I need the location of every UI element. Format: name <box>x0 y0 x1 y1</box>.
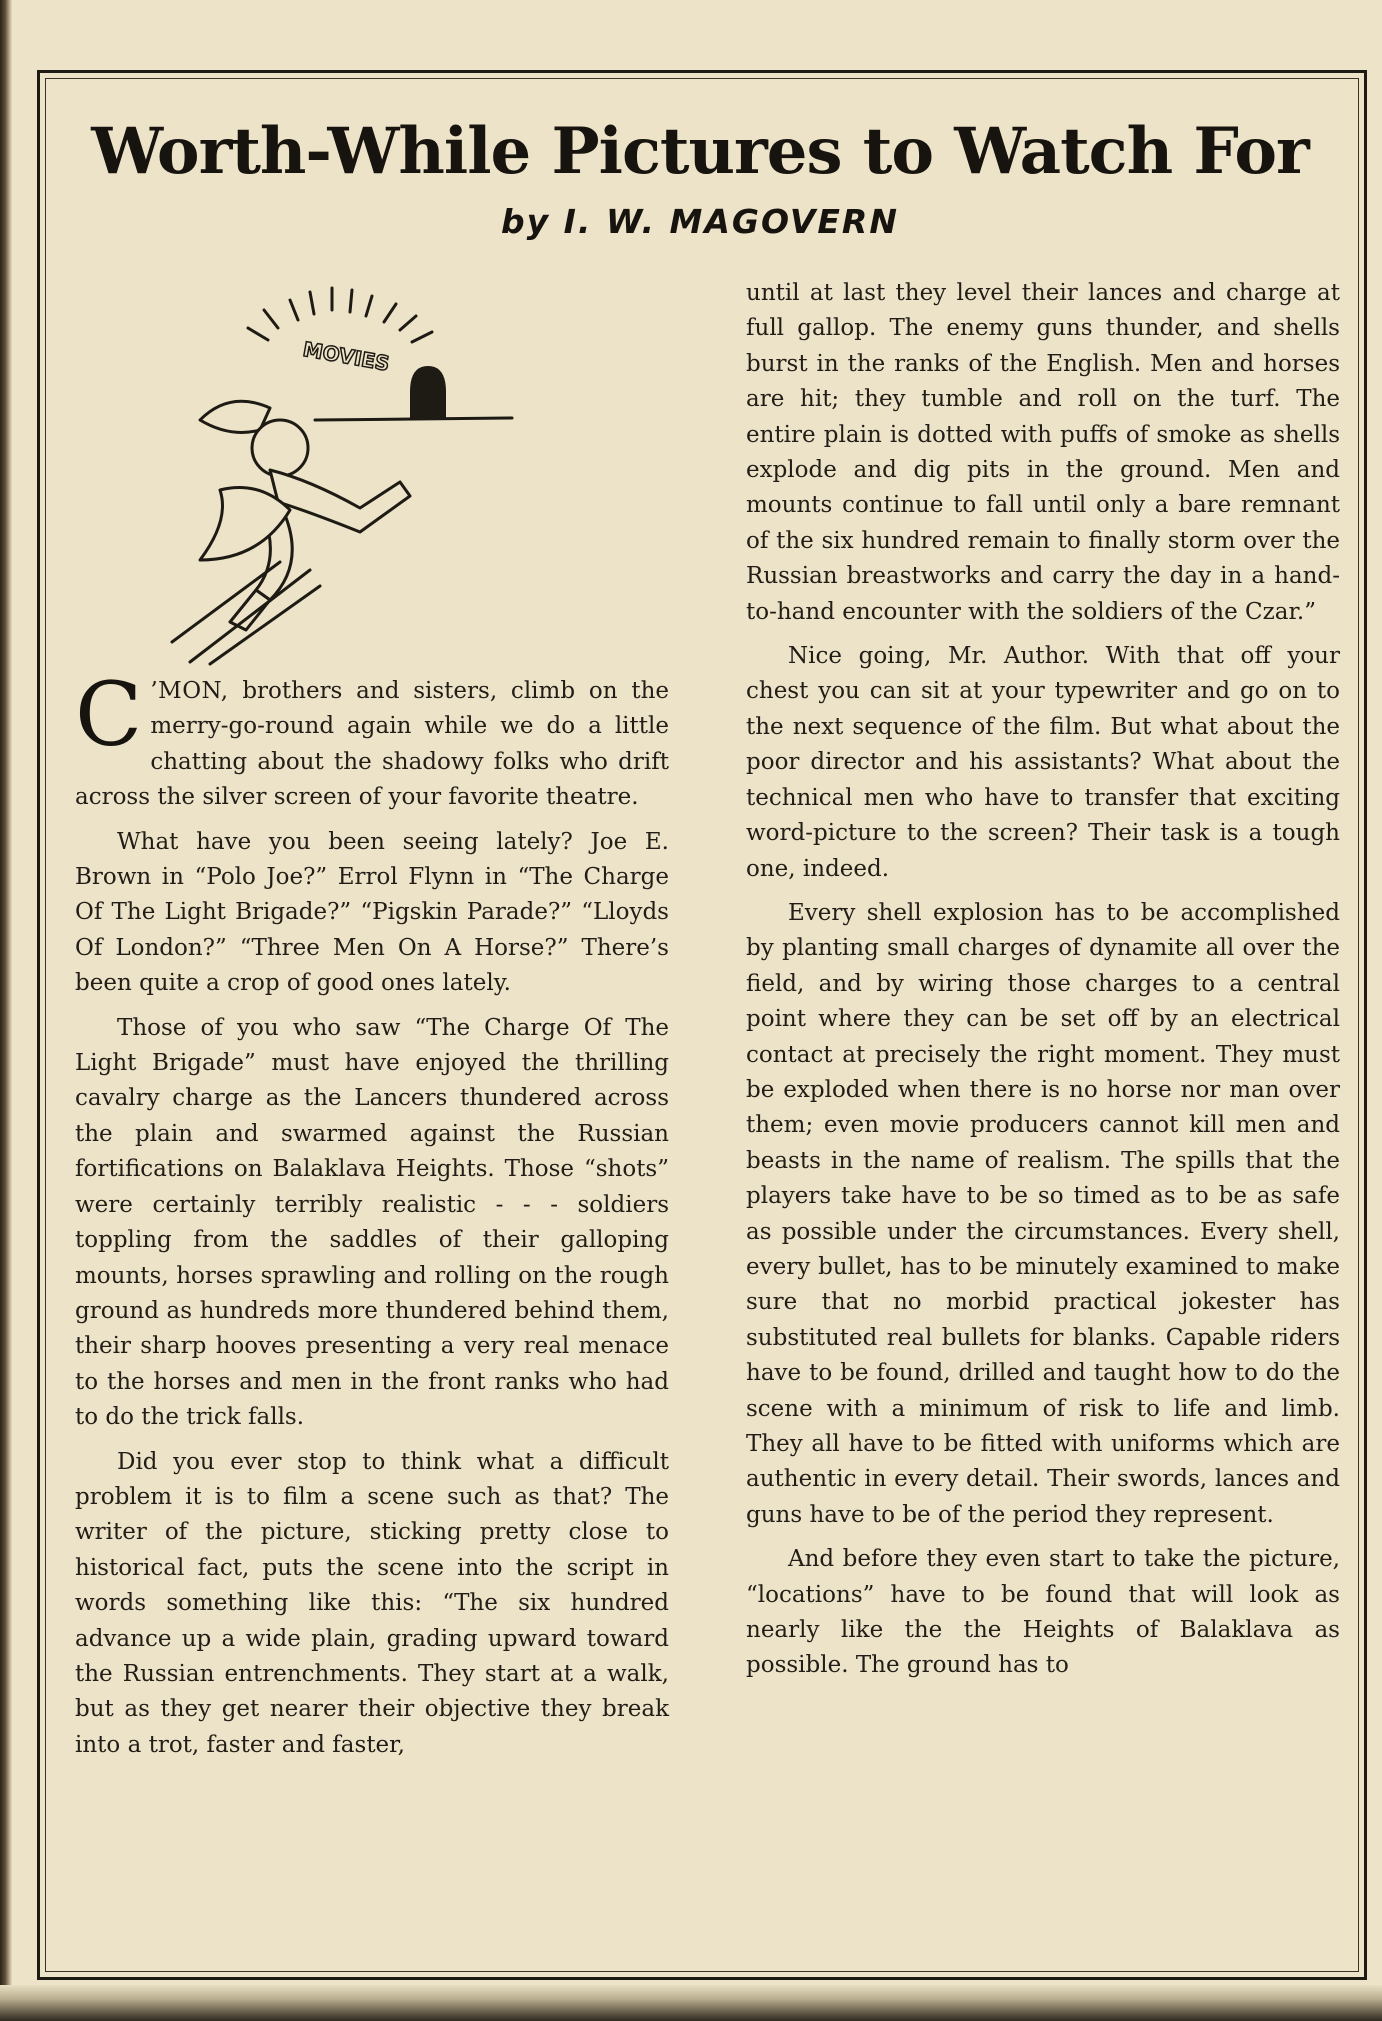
article-column-left <box>75 663 669 1772</box>
left-paragraph-1-text: brothers and sisters, climb on the merry-go-round again while we do a little chatting about the shadowy folks who drift across the silver screen of your favorite theatre. <box>75 678 669 811</box>
page-left-edge <box>0 0 12 2021</box>
right-paragraph-4: And before they even start to take the picture, “locations” have to be found that will look as nearly like the the Heights of Balaklava as possible. The ground has to <box>746 1546 1340 1679</box>
page-bottom-edge <box>0 1985 1382 2021</box>
left-paragraph-4: Did you ever stop to think what a difficult problem it is to film a scene such as that? The writer of the picture, sticking pretty close to historical fact, puts the scene into the script in words something like this: “The six hundred advance up a wide plain, grading upward toward the Russian entrenchments. They start at a walk, but as they get nearer their objective they break into a trot, faster and faster, <box>75 1448 669 1758</box>
drop-cap: C <box>75 663 143 766</box>
left-paragraph-1 <box>75 663 669 816</box>
right-paragraph-3: Every shell explosion has to be accomplished by planting small charges of dynamite all over the field, and by wiring those charges to a central point where they can be set off by an electrical contact at precisely the right moment. They must be exploded when there is no horse nor man over them; even movie producers cannot kill men and beasts in the name of realism. The spills that the players take have to be so timed as to be as safe as possible under the circumstances. Every shell, every bullet, has to be minutely examined to make sure that no morbid practical jokester has substituted real bullets for blanks. Capable riders have to be found, drilled and taught how to do the scene with a minimum of risk to life and limb. They all have to be fitted with uniforms which are authentic in every detail. Their swords, lances and guns have to be of the period they represent. <box>746 899 1340 1528</box>
lead-word: ’MON, <box>150 678 229 704</box>
article-byline: by I. W. MAGOVERN <box>501 202 899 241</box>
article-title: Worth-While Pictures to Watch For <box>91 114 1309 189</box>
right-paragraph-1: until at last they level their lances and charge at full gallop. The enemy guns thunder, and shells burst in the ranks of the English. Men and horses are hit; they tumble and roll on the turf. The entire plain is dotted with puffs of smoke as shells explode and dig pits in the ground. Men and mounts continue to fall until only a bare remnant of the six hundred remain to finally storm over the Russian breastworks and carry the day in a hand-to-hand encounter with the soldiers of the Czar.” <box>746 280 1340 625</box>
movie-fan-illustration <box>160 270 580 670</box>
movies-sign-text: MOVIES <box>301 336 392 376</box>
right-paragraph-2: Nice going, Mr. Author. With that off your chest you can sit at your typewriter and go on to the next sequence of the film. But what about the poor director and his assistants? What about the technical men who have to transfer that exciting word-picture to the screen? Their task is a tough one, indeed. <box>746 643 1340 882</box>
article-column-right <box>746 276 1340 1693</box>
left-paragraph-3: Those of you who saw “The Charge Of The Light Brigade” must have enjoyed the thrilling cavalry charge as the Lancers thundered across the plain and swarmed against the Russian fortifications on Balaklava Heights. Those “shots” were certainly terribly realistic - - - soldiers toppling from the saddles of their galloping mounts, horses sprawling and rolling on the rough ground as hundreds more thundered behind them, their sharp hooves presenting a very real menace to the horses and men in the front ranks who had to do the trick falls. <box>75 1014 669 1431</box>
left-paragraph-2: What have you been seeing lately? Joe E. Brown in “Polo Joe?” Errol Flynn in “The Charge Of The Light Brigade?” “Pigskin Parade?” “Lloyds Of London?” “Three Men On A Horse?” There’s been quite a crop of good ones lately. <box>75 828 669 997</box>
